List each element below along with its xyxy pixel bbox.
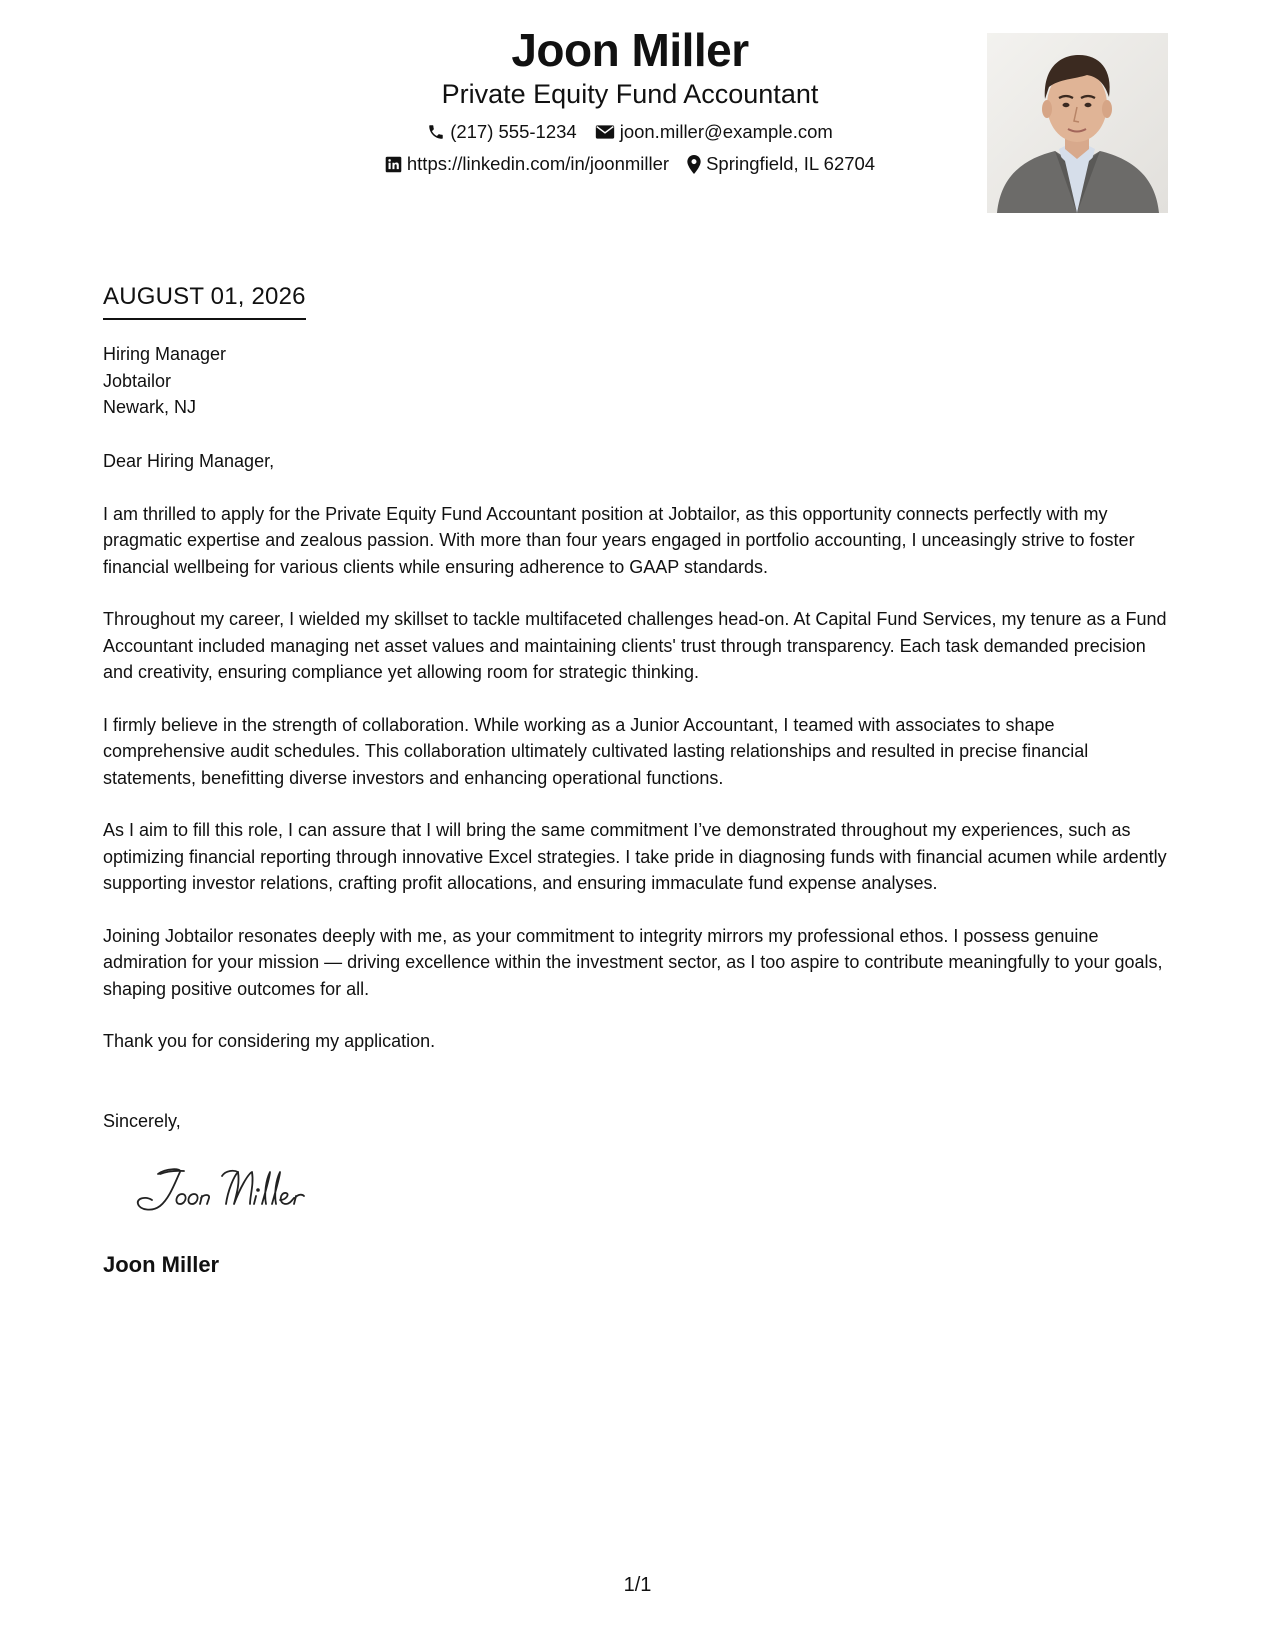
- letter-header: [300, 24, 960, 176]
- body-paragraph: Throughout my career, I wielded my skillset to tackle multifaceted challenges head-on. At Capital Fund Services, my tenure as a Fund Accountant included managing net asset values and maintaining clients' trust through transparency. Each task demanded precision and creativity, ensuring compliance yet allowing room for strategic thinking.: [103, 609, 1167, 682]
- contact-location: [687, 152, 875, 176]
- recipient-line-3: Newark, NJ: [103, 397, 197, 417]
- letter-body: [103, 448, 1173, 1081]
- envelope-icon: [595, 124, 615, 140]
- phone-icon: [427, 123, 445, 141]
- email-text: joon.miller@example.com: [619, 121, 833, 142]
- body-paragraph: Thank you for considering my application.: [103, 1031, 436, 1051]
- job-title: Private Equity Fund Accountant: [441, 79, 819, 109]
- recipient-block: [103, 341, 226, 421]
- recipient-line-2: Jobtailor: [103, 370, 172, 391]
- page-number: 1/1: [623, 1574, 652, 1596]
- recipient-line-1: Hiring Manager: [103, 344, 227, 364]
- contact-linkedin[interactable]: [385, 152, 669, 176]
- contact-email[interactable]: [595, 120, 833, 144]
- letter-date-block: [103, 282, 306, 320]
- valediction: Sincerely,: [103, 1111, 181, 1131]
- linkedin-text: https://linkedin.com/in/joonmiller: [406, 153, 670, 174]
- contact-line-2: [300, 152, 960, 176]
- handwritten-signature: [130, 1160, 340, 1220]
- map-pin-icon: [687, 155, 701, 174]
- body-paragraph: I am thrilled to apply for the Private Equity Fund Accountant position at Jobtailor, as this opportunity connects perfectly with my pragmatic expertise and zealous passion. With more than four years engaged in portfolio accounting, I unceasingly strive to foster financial wellbeing for various clients while ensuring adherence to GAAP standards.: [103, 503, 1135, 577]
- body-paragraph: As I aim to fill this role, I can assure that I will bring the same commitment I’ve demonstrated throughout my experiences, such as optimizing financial reporting through innovative Excel strategies. I take pride in diagnosing funds with financial acumen while ardently supporting investor relations, crafting profit allocations, and ensuring immaculate fund expense analyses.: [103, 820, 1167, 893]
- contact-line-1: [300, 120, 960, 144]
- location-text: Springfield, IL 62704: [706, 153, 876, 174]
- contact-phone[interactable]: [427, 120, 577, 144]
- phone-text: (217) 555-1234: [450, 121, 577, 142]
- applicant-name: Joon Miller: [511, 24, 749, 76]
- salutation: Dear Hiring Manager,: [103, 451, 275, 471]
- body-paragraph: I firmly believe in the strength of collaboration. While working as a Junior Accountant, I teamed with associates to shape comprehensive audit schedules. This collaboration ultimately cultivated lasting relationships and resulted in precise financial statements, benefitting diverse investors and enhancing operational functions.: [103, 714, 1089, 788]
- letter-date: AUGUST 01, 2026: [103, 282, 306, 320]
- signer-name: Joon Miller: [103, 1252, 220, 1277]
- profile-photo: [987, 33, 1168, 213]
- linkedin-icon: [385, 156, 402, 173]
- body-paragraph: Joining Jobtailor resonates deeply with me, as your commitment to integrity mirrors my professional ethos. I possess genuine admiration for your mission — driving excellence within the investment sector, as I too aspire to contribute meaningfully to your goals, shaping positive outcomes for all.: [103, 925, 1163, 999]
